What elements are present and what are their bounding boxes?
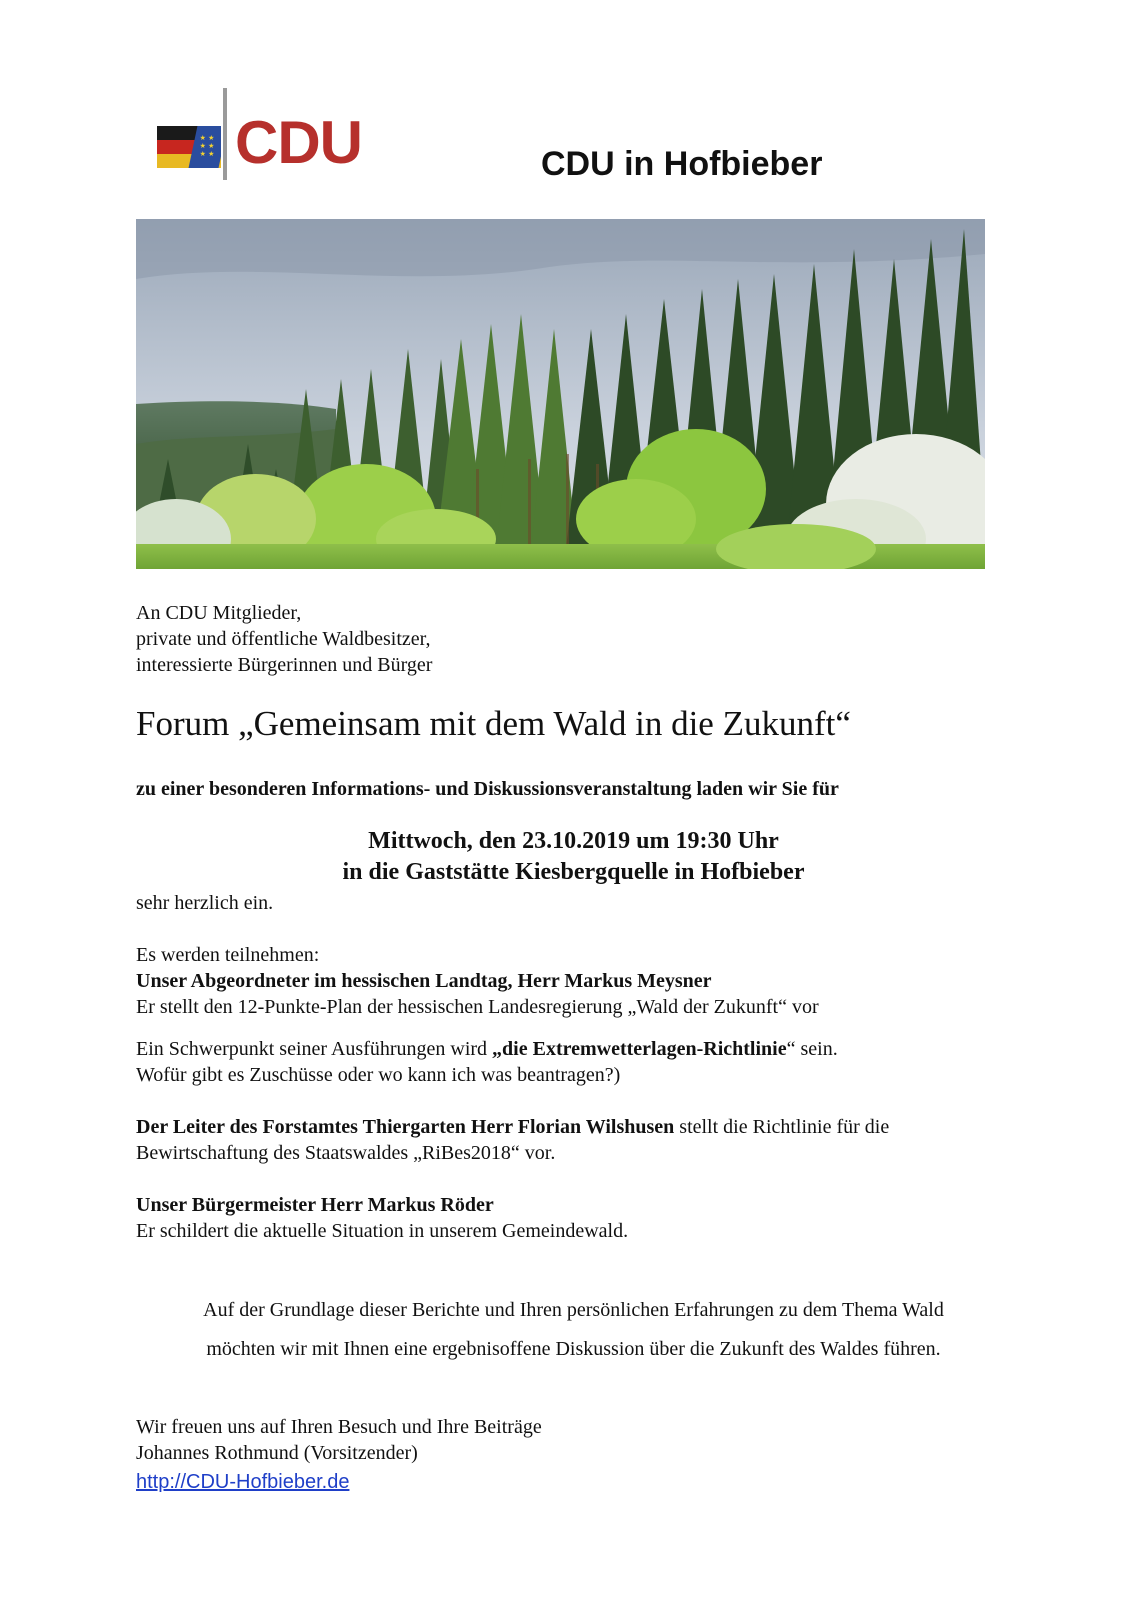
logo-wordmark: CDU	[235, 109, 362, 176]
discussion-line-2: möchten wir mit Ihnen eine ergebnisoffene Diskussion über die Zukunft des Waldes führen.	[206, 1338, 941, 1360]
invitation-closing: sehr herzlich ein.	[136, 892, 274, 914]
speaker-3-description: Er schildert die aktuelle Situation in unserem Gemeindewald.	[136, 1220, 629, 1242]
cdu-logo	[157, 88, 397, 184]
org-title: CDU in Hofbieber	[541, 145, 823, 183]
forum-title: Forum „Gemeinsam mit dem Wald in die Zukunft“	[136, 704, 851, 743]
participants-intro: Es werden teilnehmen:	[136, 944, 320, 966]
recipient-line-1: An CDU Mitglieder,	[136, 602, 302, 624]
event-location: in die Gaststätte Kiesbergquelle in Hofbieber	[342, 859, 805, 885]
event-date: Mittwoch, den 23.10.2019 um 19:30 Uhr	[368, 828, 779, 854]
focus-suffix: “ sein.	[786, 1038, 838, 1060]
speaker-2-line	[136, 1114, 889, 1140]
focus-highlight: „die Extremwetterlagen-Richtlinie	[492, 1038, 787, 1060]
speaker-1-name: Unser Abgeordneter im hessischen Landtag, Herr Markus Meysner	[136, 970, 712, 992]
discussion-line-1: Auf der Grundlage dieser Berichte und Ihren persönlichen Erfahrungen zu dem Thema Wald	[203, 1299, 944, 1321]
website-link[interactable]: http://CDU-Hofbieber.de	[136, 1471, 350, 1493]
greeting: Wir freuen uns auf Ihren Besuch und Ihre Beiträge	[136, 1416, 542, 1438]
signature: Johannes Rothmund (Vorsitzender)	[136, 1442, 418, 1464]
forest-photo	[136, 219, 985, 569]
speaker-1-description: Er stellt den 12-Punkte-Plan der hessischen Landesregierung „Wald der Zukunft“ vor	[136, 996, 819, 1018]
logo-divider	[223, 88, 227, 180]
speaker-2-name: Der Leiter des Forstamtes Thiergarten Herr Florian Wilshusen	[136, 1116, 675, 1138]
flag-icon: ★ ★ ★ ★ ★ ★	[157, 126, 221, 168]
invitation-line: zu einer besonderen Informations- und Diskussionsveranstaltung laden wir Sie für	[136, 778, 839, 800]
focus-line	[136, 1036, 838, 1062]
recipient-line-3: interessierte Bürgerinnen und Bürger	[136, 654, 433, 676]
recipient-line-2: private und öffentliche Waldbesitzer,	[136, 628, 431, 650]
speaker-2-description: stellt die Richtlinie für die	[674, 1116, 890, 1138]
speaker-2-description-cont: Bewirtschaftung des Staatswaldes „RiBes2018“ vor.	[136, 1142, 556, 1164]
focus-prefix: Ein Schwerpunkt seiner Ausführungen wird	[136, 1038, 493, 1060]
speaker-3-name: Unser Bürgermeister Herr Markus Röder	[136, 1194, 494, 1216]
focus-question: Wofür gibt es Zuschüsse oder wo kann ich was beantragen?)	[136, 1064, 621, 1086]
